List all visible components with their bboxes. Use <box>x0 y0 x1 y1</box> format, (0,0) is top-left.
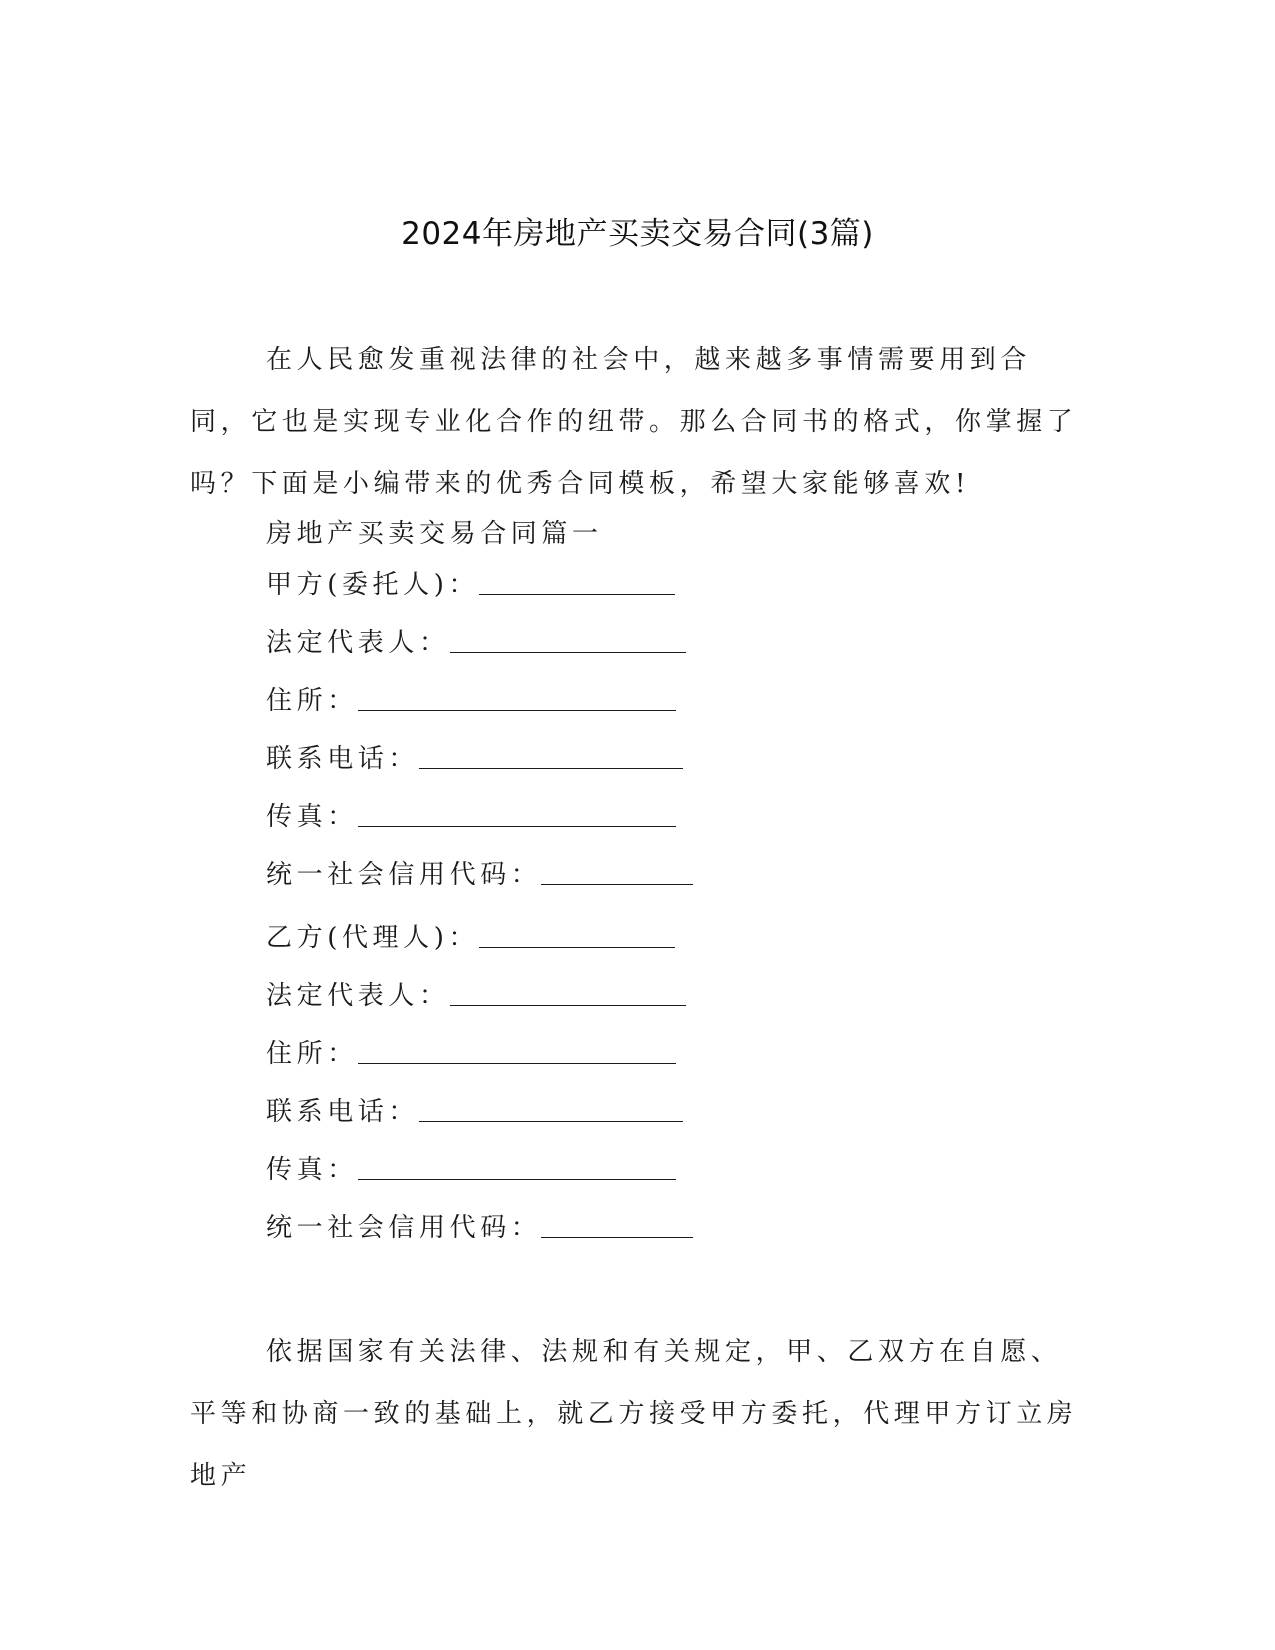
party-b-address-label: 住所： <box>266 1039 358 1069</box>
party-a-phone-row <box>266 739 683 779</box>
party-b-legal-rep-blank[interactable] <box>450 981 686 1006</box>
party-a-phone-label: 联系电话： <box>266 744 420 774</box>
party-a-credit-code-blank[interactable] <box>541 860 693 885</box>
party-b-fax-label: 传真： <box>266 1155 358 1185</box>
party-b-fax-row <box>266 1150 676 1190</box>
party-b-blank[interactable] <box>479 923 675 948</box>
party-a-row <box>266 565 675 605</box>
party-b-address-blank[interactable] <box>358 1039 676 1064</box>
party-a-blank[interactable] <box>479 570 675 595</box>
party-a-fax-blank[interactable] <box>358 802 676 827</box>
body-paragraph: 依据国家有关法律、法规和有关规定，甲、乙双方在自愿、平等和协商一致的基础上，就乙方接受甲方委托，代理甲方订立房地产 <box>190 1337 1078 1491</box>
party-b-phone-row <box>266 1092 683 1132</box>
section-heading <box>266 514 603 554</box>
intro-paragraph: 在人民愈发重视法律的社会中，越来越多事情需要用到合同，它也是实现专业化合作的纽带。那么合同书的格式，你掌握了吗？下面是小编带来的优秀合同模板，希望大家能够喜欢! <box>190 345 1078 499</box>
party-a-fax-row <box>266 797 676 837</box>
party-b-row <box>266 918 675 958</box>
party-a-address-label: 住所： <box>266 686 358 716</box>
party-a-phone-blank[interactable] <box>419 744 683 769</box>
party-a-fax-label: 传真： <box>266 802 358 832</box>
party-b-legal-rep-label: 法定代表人： <box>266 981 450 1011</box>
party-a-legal-rep-row <box>266 623 686 663</box>
party-b-label: 乙方(代理人)： <box>266 923 480 953</box>
party-a-legal-rep-blank[interactable] <box>450 628 686 653</box>
party-b-fax-blank[interactable] <box>358 1155 676 1180</box>
party-b-credit-code-row <box>266 1208 693 1248</box>
party-b-credit-code-label: 统一社会信用代码： <box>266 1213 542 1243</box>
party-b-legal-rep-row <box>266 976 686 1016</box>
party-b-phone-blank[interactable] <box>419 1097 683 1122</box>
section-heading-text: 房地产买卖交易合同篇一 <box>266 519 603 549</box>
party-a-credit-code-label: 统一社会信用代码： <box>266 860 542 890</box>
party-a-legal-rep-label: 法定代表人： <box>266 628 450 658</box>
party-a-address-row <box>266 681 676 721</box>
party-b-credit-code-blank[interactable] <box>541 1213 693 1238</box>
party-b-address-row <box>266 1034 676 1074</box>
document-title: 2024年房地产买卖交易合同(3篇) <box>401 216 874 252</box>
party-b-phone-label: 联系电话： <box>266 1097 420 1127</box>
party-a-label: 甲方(委托人)： <box>266 570 480 600</box>
party-a-credit-code-row <box>266 855 693 895</box>
party-a-address-blank[interactable] <box>358 686 676 711</box>
